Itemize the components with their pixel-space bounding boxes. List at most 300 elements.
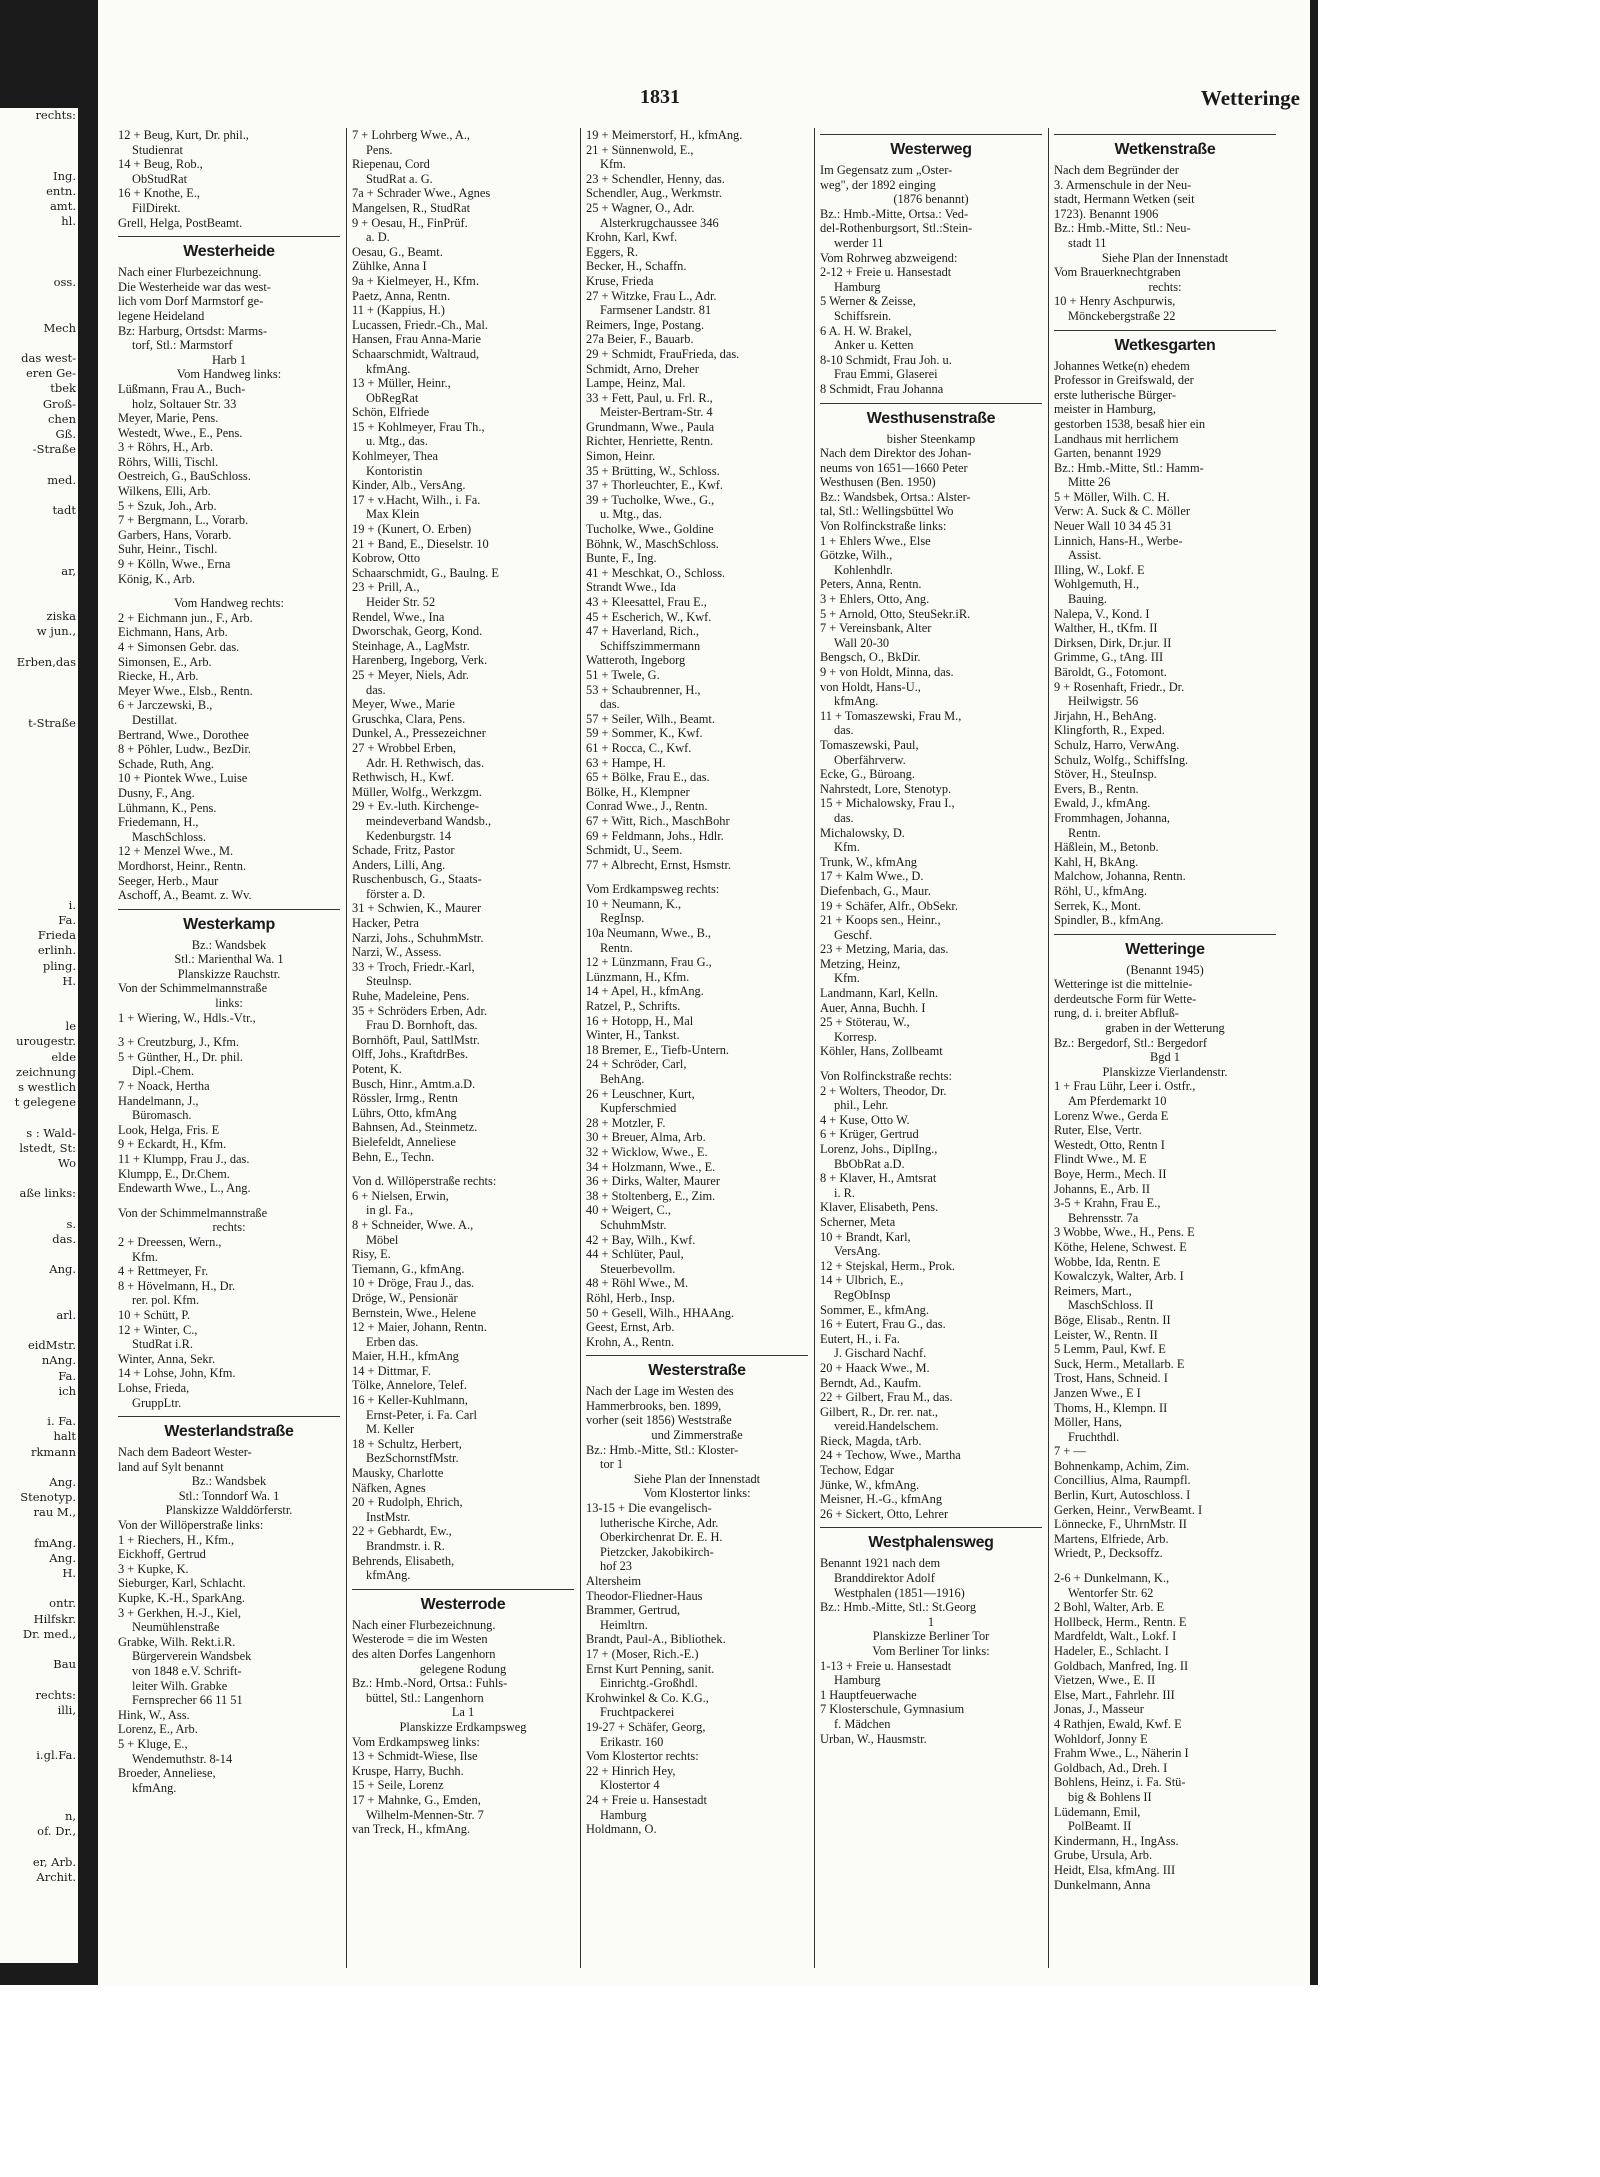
directory-entry: legene Heideland — [118, 308, 205, 323]
directory-entry: 5 + Kluge, E., — [118, 1736, 188, 1751]
directory-entry: Meyer, Wwe., Marie — [352, 697, 455, 712]
directory-entry: weg", der 1892 einging — [820, 177, 936, 192]
spacer — [118, 1196, 340, 1206]
directory-entry: Schulz, Harro, VerwAng. — [1054, 737, 1180, 752]
fragment-line — [0, 837, 78, 852]
directory-entry: Harenberg, Ingeborg, Verk. — [352, 653, 488, 668]
fragment-line — [0, 548, 78, 563]
directory-entry: Theodor-Fliedner-Haus — [586, 1588, 703, 1603]
street-heading: Westhusenstraße — [820, 403, 1042, 430]
entry-continuation: Bauing. — [1068, 592, 1107, 607]
directory-entry: Böge, Elisab., Rentn. II — [1054, 1312, 1171, 1327]
directory-entry: Handelmann, J., — [118, 1093, 199, 1108]
section-note: gelegene Rodung — [419, 1661, 507, 1676]
directory-entry: Kruspe, Harry, Buchh. — [352, 1763, 464, 1778]
directory-entry: 1-13 + Freie u. Hansestadt — [820, 1658, 952, 1673]
directory-entry: Nach einer Flurbezeichnung. — [118, 265, 262, 280]
directory-entry: 5 Werner & Zeisse, — [820, 294, 916, 309]
fragment-line: ziska — [46, 609, 76, 624]
fragment-line: rau M., — [33, 1505, 76, 1520]
fragment-line — [0, 1110, 78, 1125]
directory-entry: Lönnecke, F., UhrnMstr. II — [1054, 1517, 1187, 1532]
section-note: Vom Berliner Tor links: — [872, 1644, 990, 1658]
fragment-line: Ang. — [49, 1550, 76, 1565]
directory-entry: Strandt Wwe., Ida — [586, 580, 676, 595]
directory-entry: Auer, Anna, Buchh. I — [820, 1000, 926, 1015]
directory-entry: Potent, K. — [352, 1062, 402, 1076]
directory-entry: 77 + Albrecht, Ernst, Hsmstr. — [586, 857, 731, 872]
directory-entry: 15 + Seile, Lorenz — [352, 1778, 444, 1793]
entry-continuation: RegObInsp — [834, 1287, 891, 1302]
directory-entry: Brammer, Gertrud, — [586, 1603, 681, 1618]
directory-entry: Bengsch, O., BkDir. — [820, 650, 921, 665]
directory-entry: Frahm Wwe., L., Näherin I — [1054, 1746, 1189, 1761]
directory-entry: 10 + Neumann, K., — [586, 896, 682, 911]
directory-entry: Kahl, H, BkAng. — [1054, 854, 1139, 869]
directory-entry: Kohlmeyer, Thea — [352, 449, 438, 464]
previous-page-fragment — [0, 108, 78, 1963]
directory-entry: Röhl, Herb., Insp. — [586, 1290, 675, 1305]
entry-continuation: Destillat. — [132, 712, 178, 727]
directory-entry: Dworschak, Georg, Kond. — [352, 624, 483, 639]
fragment-line: t-Straße — [28, 715, 76, 730]
spacer — [820, 1059, 1042, 1069]
entry-continuation: StudRat a. G. — [366, 171, 433, 186]
entry-continuation: Hamburg — [834, 1673, 881, 1688]
entry-continuation: Geschf. — [834, 927, 873, 942]
fragment-line: Frieda — [37, 928, 76, 943]
directory-entry: Bornhöft, Paul, SattlMstr. — [352, 1032, 480, 1047]
directory-entry: Nach dem Badeort Wester- — [118, 1445, 252, 1460]
entry-continuation: f. Mädchen — [834, 1716, 891, 1731]
entry-continuation: das. — [834, 723, 854, 738]
directory-entry: Oestreich, G., BauSchloss. — [118, 469, 251, 484]
directory-entry: Meisner, H.-G., kfmAng — [820, 1492, 943, 1507]
directory-entry: 14 + Lohse, John, Kfm. — [118, 1366, 236, 1381]
directory-entry: Maier, H.H., kfmAng — [352, 1349, 459, 1364]
entry-continuation: Kupferschmied — [600, 1101, 677, 1116]
directory-entry: 17 + (Moser, Rich.-E.) — [586, 1646, 699, 1661]
entry-continuation: Kohlenhdlr. — [834, 562, 893, 577]
directory-entry: 8 + Pöhler, Ludw., BezDir. — [118, 742, 252, 757]
directory-entry: 25 + Wagner, O., Adr. — [586, 200, 695, 215]
fragment-line — [0, 1794, 78, 1809]
directory-entry: 43 + Kleesattel, Frau E., — [586, 595, 707, 609]
entry-continuation: RegInsp. — [600, 911, 645, 926]
directory-entry: Grimme, G., tAng. III — [1054, 650, 1164, 665]
directory-entry: 11 + Klumpp, Frau J., das. — [118, 1152, 250, 1166]
directory-entry: Schaarschmidt, G., Baulng. E — [352, 565, 499, 580]
directory-entry: Landhaus mit herrlichem — [1054, 431, 1179, 446]
fragment-line: Wo — [58, 1155, 76, 1170]
directory-entry: Metzing, Heinz, — [820, 956, 901, 971]
fragment-line: erlinh. — [37, 943, 76, 958]
street-heading: Westerheide — [118, 236, 340, 263]
directory-entry: tal, Stl.: Wellingsbüttel Wo — [820, 504, 954, 519]
directory-entry: 6 + Jarczewski, B., — [118, 698, 213, 713]
section-note: Planskizze Walddörferstr. — [165, 1503, 293, 1518]
directory-entry: 6 + Nielsen, Erwin, — [352, 1188, 449, 1203]
directory-entry: Schön, Elfriede — [352, 405, 430, 420]
entry-continuation: Frau D. Bornhoft, das. — [366, 1018, 478, 1033]
fragment-line: Ang. — [49, 1474, 76, 1489]
directory-entry: 12 + Stejskal, Herm., Prok. — [820, 1258, 956, 1273]
directory-entry: Trost, Hans, Schneid. I — [1054, 1371, 1168, 1386]
fragment-line — [0, 336, 78, 351]
page-header — [98, 86, 1310, 116]
fragment-line — [0, 1581, 78, 1596]
directory-entry: Hansen, Frau Anna-Marie — [352, 332, 482, 347]
directory-entry: Illing, W., Lokf. E — [1054, 562, 1145, 577]
fragment-line: eren Ge- — [25, 366, 76, 381]
entry-continuation: Korresp. — [834, 1029, 878, 1044]
entry-continuation: Mitte 26 — [1068, 475, 1111, 490]
directory-entry: Bohlens, Heinz, i. Fa. Stü- — [1054, 1775, 1186, 1790]
directory-entry: 13-15 + Die evangelisch- — [586, 1501, 712, 1516]
directory-entry: Urban, W., Hausmstr. — [820, 1731, 927, 1746]
entry-continuation: Dipl.-Chem. — [132, 1064, 194, 1079]
directory-entry: Jirjahn, H., BehAng. — [1054, 708, 1157, 723]
directory-entry: Altersheim — [586, 1574, 642, 1588]
fragment-line: Bau — [53, 1657, 76, 1672]
entry-continuation: rer. pol. Kfm. — [132, 1293, 200, 1308]
directory-entry: Benannt 1921 nach dem — [820, 1556, 941, 1571]
fragment-line — [0, 579, 78, 594]
entry-continuation: hof 23 — [600, 1559, 633, 1574]
section-note: La 1 — [451, 1705, 475, 1720]
directory-entry: Kobrow, Otto — [352, 551, 421, 566]
directory-entry: Vom Erdkampsweg rechts: — [586, 882, 720, 897]
directory-entry: Lucassen, Friedr.-Ch., Mal. — [352, 317, 488, 332]
directory-entry: 51 + Twele, G. — [586, 667, 660, 682]
directory-entry: Bz.: Bergedorf, Stl.: Bergedorf — [1054, 1035, 1208, 1050]
directory-entry: derdeutsche Form für Wette- — [1054, 991, 1197, 1006]
entry-continuation: leiter Wilh. Grabke — [132, 1678, 228, 1693]
directory-entry: 22 + Gebhardt, Ew., — [352, 1524, 452, 1539]
directory-entry: Mangelsen, R., StudRat — [352, 200, 471, 215]
fragment-line: Erben,das — [16, 654, 76, 669]
entry-continuation: Fruchtpackerei — [600, 1705, 675, 1720]
fragment-line — [0, 746, 78, 761]
fragment-line: illi, — [57, 1702, 76, 1717]
entry-continuation: Klostertor 4 — [600, 1778, 660, 1793]
directory-entry: Friedemann, H., — [118, 815, 199, 830]
fragment-line: Dr. med., — [22, 1626, 76, 1641]
fragment-line — [0, 1247, 78, 1262]
entry-continuation: das. — [834, 810, 854, 825]
directory-entry: 14 + Apel, H., kfmAng. — [586, 984, 704, 999]
directory-entry: Landmann, Karl, Kelln. — [820, 986, 939, 1001]
entry-continuation: Steuerbevollm. — [600, 1261, 676, 1276]
directory-entry: Serrek, K., Mont. — [1054, 898, 1141, 913]
fragment-line — [0, 245, 78, 260]
section-note: Siehe Plan der Innenstadt — [1101, 250, 1229, 265]
directory-entry: 5 + Arnold, Otto, SteuSekr.iR. — [820, 606, 971, 621]
entry-continuation: das. — [366, 682, 386, 697]
fragment-line: i. Fa. — [47, 1414, 76, 1429]
fragment-line — [0, 138, 78, 153]
directory-entry: Köthe, Helene, Schwest. E — [1054, 1239, 1187, 1254]
directory-entry: Spindler, B., kfmAng. — [1054, 913, 1164, 928]
directory-entry: 26 + Sickert, Otto, Lehrer — [820, 1506, 949, 1521]
directory-entry: Mardfeldt, Walt., Lokf. I — [1054, 1629, 1177, 1644]
directory-entry: Bz: Harburg, Ortsdst: Marms- — [118, 323, 268, 338]
entry-continuation: torf, Stl.: Marmstorf — [132, 338, 233, 353]
directory-entry: del-Rothenburgsort, Stl.:Stein- — [820, 221, 973, 236]
fragment-line: hl. — [61, 214, 76, 229]
fragment-line — [0, 670, 78, 685]
entry-continuation: Westphalen (1851—1916) — [834, 1585, 965, 1600]
column-3 — [586, 128, 808, 1968]
fragment-line: Gß. — [55, 426, 76, 441]
directory-entry: 22 + Gilbert, Frau M., das. — [820, 1390, 953, 1405]
directory-entry: 27 + Wrobbel Erben, — [352, 740, 456, 755]
street-heading: Wetkesgarten — [1054, 330, 1276, 357]
directory-entry: Bernstein, Wwe., Helene — [352, 1305, 476, 1320]
directory-entry: 24 + Schröder, Carl, — [586, 1057, 687, 1072]
directory-entry: Röhl, U., kfmAng. — [1054, 883, 1147, 898]
directory-entry: 9 + Oesau, H., FinPrüf. — [352, 215, 468, 230]
directory-entry: Gruschka, Clara, Pens. — [352, 711, 466, 726]
directory-entry: 47 + Haverland, Rich., — [586, 624, 699, 639]
fragment-line: rechts: — [35, 108, 76, 122]
directory-entry: Köhler, Hans, Zollbeamt — [820, 1044, 943, 1059]
fragment-line: tbek — [50, 381, 76, 396]
directory-entry: Eickhoff, Gertrud — [118, 1547, 206, 1562]
directory-entry: land auf Sylt benannt — [118, 1459, 224, 1474]
directory-entry: Mordhorst, Heinr., Rentn. — [118, 858, 247, 873]
fragment-line — [0, 989, 78, 1004]
fragment-line — [0, 1171, 78, 1186]
directory-entry: Janzen Wwe., E I — [1054, 1385, 1141, 1400]
entry-continuation: Hamburg — [600, 1807, 647, 1822]
fragment-line — [0, 1399, 78, 1414]
fragment-line: eidMstr. — [27, 1338, 76, 1353]
directory-entry: 15 + Kohlmeyer, Frau Th., — [352, 419, 485, 434]
directory-entry: Johanns, E., Arb. II — [1054, 1181, 1151, 1196]
fragment-line: pling. — [42, 958, 76, 973]
entry-continuation: tor 1 — [600, 1457, 624, 1472]
directory-entry: Thoms, H., Klempn. II — [1054, 1400, 1168, 1415]
fragment-line: Groß- — [42, 396, 76, 411]
directory-entry: 8-10 Schmidt, Frau Joh. u. — [820, 352, 952, 367]
entry-continuation: Adr. H. Rethwisch, das. — [366, 755, 485, 770]
directory-entry: Im Gegensatz zum „Oster- — [820, 163, 953, 177]
entry-continuation: Rentn. — [600, 940, 633, 955]
fragment-line — [0, 1839, 78, 1854]
directory-entry: Holdmann, O. — [586, 1822, 657, 1837]
directory-entry: 16 + Keller-Kuhlmann, — [352, 1393, 468, 1408]
directory-entry: 10a Neumann, Wwe., B., — [586, 926, 712, 941]
street-heading: Westerkamp — [118, 909, 340, 936]
directory-entry: Leister, W., Rentn. II — [1054, 1327, 1158, 1342]
directory-entry: Linnich, Hans-H., Werbe- — [1054, 533, 1183, 548]
directory-entry: Endewarth Wwe., L., Ang. — [118, 1181, 251, 1196]
directory-entry: Michalowsky, D. — [820, 825, 905, 840]
directory-entry: Nach dem Direktor des Johan- — [820, 446, 972, 461]
directory-entry: 3 + Röhrs, H., Arb. — [118, 440, 214, 455]
entry-continuation: Neumühlenstraße — [132, 1620, 220, 1635]
directory-entry: 24 + Techow, Wwe., Martha — [820, 1448, 961, 1463]
directory-entry: Kupke, K.-H., SparkAng. — [118, 1591, 245, 1606]
directory-entry: 34 + Holzmann, Wwe., E. — [586, 1159, 716, 1174]
directory-entry: Schmidt, Arno, Dreher — [586, 361, 699, 376]
directory-entry: 20 + Rudolph, Ehrich, — [352, 1495, 463, 1510]
directory-entry: 5 Lemm, Paul, Kwf. E — [1054, 1342, 1166, 1357]
entry-continuation: Hamburg — [834, 279, 881, 294]
entry-continuation: werder 11 — [834, 235, 884, 250]
entry-continuation: Schiffszimmermann — [600, 638, 701, 653]
directory-entry: 35 + Schröders Erben, Adr. — [352, 1003, 488, 1018]
directory-entry: 10 + Piontek Wwe., Luise — [118, 771, 248, 786]
entry-continuation: VersAng. — [834, 1244, 881, 1259]
directory-entry: Eichmann, Hans, Arb. — [118, 625, 228, 640]
entry-continuation: M. Keller — [366, 1422, 415, 1437]
entry-continuation: Am Pferdemarkt 10 — [1068, 1094, 1167, 1109]
directory-entry: 9 + von Holdt, Minna, das. — [820, 665, 954, 679]
directory-entry: Look, Helga, Fris. E — [118, 1122, 220, 1137]
directory-entry: van Treck, H., kfmAng. — [352, 1822, 471, 1837]
directory-entry: 15 + Michalowsky, Frau I., — [820, 796, 955, 811]
entry-continuation: Behrensstr. 7a — [1068, 1210, 1139, 1225]
directory-entry: Westedt, Wwe., E., Pens. — [118, 425, 243, 440]
directory-entry: Bohnenkamp, Achim, Zim. — [1054, 1458, 1190, 1473]
directory-entry: Müller, Wolfg., Werkzgm. — [352, 784, 482, 799]
directory-entry: Dunkel, A., Pressezeichner — [352, 726, 486, 741]
directory-entry: 4 + Kuse, Otto W. — [820, 1112, 910, 1127]
directory-entry: 3-5 + Krahn, Frau E., — [1054, 1196, 1161, 1211]
directory-entry: meister in Hamburg, — [1054, 402, 1156, 417]
directory-entry: 53 + Schaubrenner, H., — [586, 682, 701, 697]
directory-entry: 33 + Troch, Friedr.-Karl, — [352, 959, 475, 974]
directory-entry: 40 + Weigert, C., — [586, 1203, 671, 1218]
directory-entry: Nahrstedt, Lore, Stenotyp. — [820, 781, 952, 796]
directory-entry: Bölke, H., Klempner — [586, 784, 690, 799]
directory-entry: Grube, Ursula, Arb. — [1054, 1848, 1153, 1863]
column-2 — [352, 128, 574, 1968]
fragment-line: Ang. — [49, 1262, 76, 1277]
directory-entry: Simon, Heinr. — [586, 449, 656, 464]
directory-entry: Wriedt, P., Decksoffz. — [1054, 1546, 1163, 1561]
directory-entry: Goldbach, Ad., Dreh. I — [1054, 1760, 1168, 1775]
directory-entry: Vom Klostertor rechts: — [586, 1749, 699, 1764]
directory-entry: Verw: A. Suck & C. Möller — [1054, 504, 1190, 519]
directory-entry: Vom Rohrweg abzweigend: — [820, 250, 958, 265]
street-heading: Westerlandstraße — [118, 1416, 340, 1443]
directory-entry: Paetz, Anna, Rentn. — [352, 288, 451, 303]
section-note: Planskizze Rauchstr. — [177, 966, 281, 981]
directory-entry: Evers, B., Rentn. — [1054, 781, 1139, 796]
directory-entry: 67 + Witt, Rich., MaschBohr — [586, 813, 730, 828]
directory-entry: 38 + Stoltenberg, E., Zim. — [586, 1188, 716, 1203]
section-note: Siehe Plan der Innenstadt — [633, 1471, 761, 1486]
directory-entry: 13 + Müller, Heinr., — [352, 376, 451, 391]
directory-entry: 11 + (Kappius, H.) — [352, 303, 445, 318]
section-note: und Zimmerstraße — [651, 1428, 743, 1443]
section-note: graben in der Wetterung — [1105, 1021, 1225, 1036]
entry-continuation: Fernsprecher 66 11 51 — [132, 1693, 243, 1708]
directory-entry: Winter, Anna, Sekr. — [118, 1351, 216, 1366]
directory-entry: Bz.: Hmb.-Mitte, Stl.: Hamm- — [1054, 460, 1204, 475]
fragment-line — [0, 488, 78, 503]
fragment-line: halt — [53, 1429, 76, 1444]
entry-continuation: Pens. — [366, 142, 393, 157]
directory-entry: Busch, Hinr., Amtm.a.D. — [352, 1076, 476, 1091]
directory-entry: Steinhage, A., LagMstr. — [352, 638, 470, 653]
fragment-line: Ing. — [53, 168, 76, 183]
directory-entry: Zühlke, Anna I — [352, 259, 427, 274]
entry-continuation: kfmAng. — [366, 361, 411, 376]
fragment-line — [0, 1642, 78, 1657]
entry-continuation: StudRat i.R. — [132, 1337, 193, 1352]
fragment-line: of. Dr., — [37, 1824, 76, 1839]
fragment-line: das. — [52, 1231, 76, 1246]
directory-entry: von Holdt, Hans-U., — [820, 679, 921, 694]
fragment-line: rechts: — [35, 1687, 76, 1702]
directory-entry: Anders, Lilli, Ang. — [352, 857, 446, 872]
directory-entry: Nalepa, V., Kond. I — [1054, 606, 1150, 621]
entry-continuation: Oberfährverw. — [834, 752, 906, 767]
directory-entry: 3 + Creutzburg, J., Kfm. — [118, 1035, 240, 1050]
directory-entry: Frommhagen, Johanna, — [1054, 810, 1170, 825]
directory-entry: Ratzel, P., Schrifts. — [586, 999, 681, 1014]
directory-entry: Vom Erdkampsweg links: — [352, 1734, 480, 1749]
fragment-line: arl. — [56, 1307, 76, 1322]
directory-entry: Geest, Ernst, Arb. — [586, 1320, 675, 1335]
directory-entry: 12 + Winter, C., — [118, 1322, 198, 1337]
directory-entry: 7 + Noack, Hertha — [118, 1079, 210, 1094]
directory-entry: Bz.: Hmb.-Mitte, Ortsa.: Ved- — [820, 206, 969, 221]
fragment-line: Mech — [43, 320, 76, 335]
directory-entry: Vietzen, Wwe., E. II — [1054, 1673, 1156, 1688]
fragment-line: oss. — [53, 275, 76, 290]
directory-entry: Von der Schimmelmannstraße — [118, 1205, 268, 1220]
entry-continuation: Kfm. — [600, 157, 626, 172]
entry-continuation: Max Klein — [366, 507, 420, 522]
entry-continuation: big & Bohlens II — [1068, 1789, 1152, 1804]
directory-entry: Nach der Lage im Westen des — [586, 1384, 734, 1399]
directory-entry: 5 + Möller, Wilh. C. H. — [1054, 489, 1170, 504]
entry-continuation: Kfm. — [834, 840, 860, 855]
directory-entry: 2 Bohl, Walter, Arb. E — [1054, 1600, 1165, 1615]
directory-entry: 33 + Fett, Paul, u. Frl. R., — [586, 390, 713, 405]
directory-entry: 57 + Seiler, Wilh., Beamt. — [586, 711, 715, 726]
directory-entry: Schade, Ruth, Ang. — [118, 756, 215, 771]
section-note: Bz.: Wandsbek — [191, 1474, 267, 1489]
directory-entry: 6 + Krüger, Gertrud — [820, 1127, 919, 1142]
directory-entry: 10 + Henry Aschpurwis, — [1054, 294, 1176, 309]
directory-entry: Oesau, G., Beamt. — [352, 244, 443, 259]
fragment-line: er, Arb. — [32, 1854, 76, 1869]
column-4 — [820, 128, 1042, 1968]
fragment-line: ich — [58, 1383, 76, 1398]
columns-container — [118, 128, 1298, 1968]
directory-entry: Von der Willöperstraße links: — [118, 1518, 264, 1533]
directory-entry: Richter, Henriette, Rentn. — [586, 434, 714, 449]
entry-continuation: MaschSchloss. II — [1068, 1298, 1154, 1313]
directory-entry: Suck, Herm., Metallarb. E — [1054, 1356, 1185, 1371]
directory-entry: 7 + Bergmann, L., Vorarb. — [118, 513, 249, 528]
directory-entry: 16 + Knothe, E., — [118, 186, 201, 201]
fragment-line — [0, 685, 78, 700]
fragment-line: Stenotyp. — [20, 1490, 76, 1505]
directory-entry: 48 + Röhl Wwe., M. — [586, 1276, 689, 1291]
fragment-line — [0, 807, 78, 822]
directory-entry: Broeder, Anneliese, — [118, 1766, 216, 1781]
fragment-line — [0, 867, 78, 882]
entry-continuation: vereid.Handelschem. — [834, 1419, 939, 1434]
directory-entry: stadt, Hermann Wetken (seit — [1054, 192, 1195, 207]
